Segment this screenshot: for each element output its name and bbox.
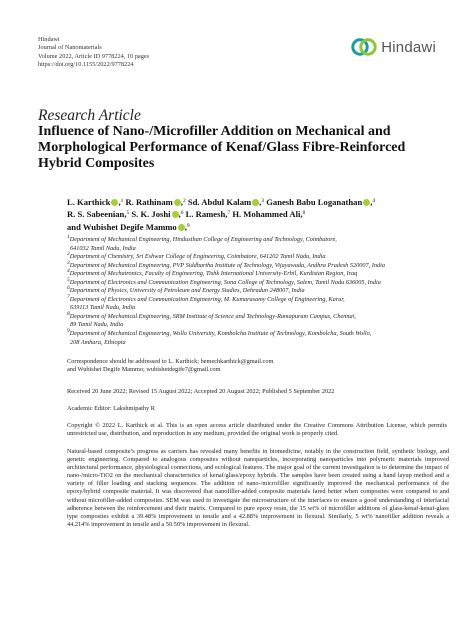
orcid-icon[interactable] xyxy=(111,199,118,206)
affiliation-text: Department of Chemistry, Sri Eshwar College of Engineering, Coimbatore, 641202 Tamil Nadu, India xyxy=(69,253,326,261)
affiliation-line xyxy=(67,293,447,305)
affiliation-line xyxy=(67,236,447,245)
affiliation-text: Department of Mechanical Engineering, SRM Institute of Science and Technology-Ramapuram Campus, Chennai, xyxy=(69,312,356,320)
affiliation-text: 89 Tamil Nadu, India xyxy=(70,321,124,329)
affiliation-text: 639113 Tamil Nadu, India xyxy=(70,304,136,312)
author-affiliation-marker: 5 xyxy=(126,210,130,217)
orcid-icon[interactable] xyxy=(174,199,181,206)
journal-header xyxy=(38,36,149,69)
affiliation-number: 5 xyxy=(67,276,70,283)
affiliation-line xyxy=(67,253,447,262)
volume-line: Volume 2022, Article ID 9778224, 10 pages xyxy=(38,52,150,60)
author-affiliation-marker: 8 xyxy=(302,210,306,217)
article-dates: Received 20 June 2022; Revised 15 August 2022; Accepted 20 August 2022; Published 5 September 2022 xyxy=(67,388,335,395)
correspondence xyxy=(67,358,447,375)
author-name: R. Rathinam xyxy=(125,197,173,207)
correspondence-line: and Wubishet Degife Mammo; wubishetdegife7@gmail.com xyxy=(67,366,221,374)
author-name: H. Mohammed Ali xyxy=(232,209,301,220)
article-title: Influence of Nano-/Microfiller Addition on Mechanical and Morphological Performance of Kenaf/Glass Fibre-Reinforced Hybrid Composites xyxy=(38,124,406,171)
hindawi-logo-icon xyxy=(351,36,377,58)
affiliation-number: 4 xyxy=(67,268,70,275)
author-name: L. Ramesh xyxy=(185,209,226,220)
affiliation-number: 7 xyxy=(67,293,70,300)
affiliation-text: 641032 Tamil Nadu, India xyxy=(70,244,136,252)
affiliation-text: Department of Mechanical Engineering, Wollo University, Kombolcha Institute of Technology, Kombolcha, South Wollo, xyxy=(69,330,372,338)
author-name: S. K. Joshi xyxy=(131,209,171,220)
author-name: Ganesh Babu Loganathan xyxy=(266,197,363,207)
affiliation-number: 8 xyxy=(67,310,70,317)
publisher-name: Hindawi xyxy=(38,36,60,43)
author-affiliation-marker: 7 xyxy=(227,210,231,217)
abstract: Natural-based composite’s progress as carriers has revealed many benefits in biomedicine, notably in the construction field, synthetic biology, and genetic engineering. Compared to analogous composites without nanoparticles, incorporating nanoparticles into polymeric materials improved architectural performance, physiological connections, and ecological features. The major goal of the current investigation is to determine the impact of nano-/micro-TiO2 on the mechanical characteristics of kenaf/glass/epoxy hybrids. The samples have been created using a hand layup method and a variety of filler loading and stacking sequences. The addition of nano-/microfiller significantly improved the mechanical performance of the epoxy/hybrid composite material. It was discovered that nanofiller-added composite materials fared better when composites were compared to and without microfiller-added composites. SEM was used to investigate the microstructure of the interfaces to ensure a good understanding of interfacial adherence between the reinforcement and their matrix. Compared to pure epoxy resin, the 15 wt% of microfiller additions of glass-kenaf-kenaf-glass type composites exhibit a 39.48% improvement in tensile and a 42.88% improvement in flexural. Similarly, 5 wt% nanofiller addition reveals a 44.214% improvement in tensile and a 50.50% improvement in flexural. xyxy=(67,448,449,528)
author-affiliation-marker: 9 xyxy=(186,222,190,229)
orcid-icon[interactable] xyxy=(252,199,259,206)
affiliation-line xyxy=(67,270,447,279)
affiliation-text: 208 Amhara, Ethiopia xyxy=(70,338,126,346)
author-affiliation-marker: 1 xyxy=(120,198,124,204)
correspondence-line: Correspondence should be addressed to L. Karthick; bemechkarthick@gmail.com xyxy=(67,358,274,365)
affiliation-line xyxy=(67,259,447,271)
author-name: Sd. Abdul Kalam xyxy=(187,197,252,207)
affiliation-line xyxy=(67,339,447,348)
orcid-icon[interactable] xyxy=(178,224,185,231)
article-type: Research Article xyxy=(38,107,141,124)
affiliation-number: 6 xyxy=(67,285,70,292)
affiliation-text: Department of Mechanical Engineering, Hindusthan College of Engineering and Technology, Coimbatore, xyxy=(69,236,337,243)
affiliation-line xyxy=(67,304,447,313)
affiliation-line xyxy=(67,287,447,296)
affiliation-line xyxy=(67,245,447,254)
copyright-notice: Copyright © 2022 L. Karthick et al. This is an open access article distributed under the Creative Commons Attribution License, which permits unrestricted use, distribution, and reproduction in any medium, provided the original work is properly cited. xyxy=(67,422,447,438)
affiliation-number: 1 xyxy=(67,234,70,240)
affiliation-text: Department of Electronics and Communication Engineering, M. Kumarasamy College of Engineering, Karur, xyxy=(69,295,345,303)
author-name: and Wubishet Degife Mammo xyxy=(67,221,177,232)
affiliation-text: Department of Electronics and Communication Engineering, Sona College of Technology, Salem, Tamil Nadu 636005, India xyxy=(69,278,381,286)
orcid-icon[interactable] xyxy=(172,211,179,218)
affiliation-line xyxy=(67,330,447,339)
affiliation-text: Department of Mechatronics, Faculty of Engineering, Tishk International University-Erbil, Kurdistan Region, Iraq xyxy=(69,270,358,278)
affiliation-line xyxy=(67,310,447,322)
affiliation-number: 3 xyxy=(67,259,70,266)
journal-name: Journal of Nanomaterials xyxy=(38,44,102,52)
author-affiliation-marker: 3 xyxy=(261,198,265,204)
affiliation-text: Department of Mechanical Engineering, PVP Siddhartha Institute of Technology, Vijayawada, Andhra Pradesh 520007, India xyxy=(69,261,385,269)
author-list: L. Karthick ,$^1$ R. Rathinam ,$^2$ Sd. Abdul Kalam ,$^3$ Ganesh Babu Loganathan ,$^4$ R. S. Sabeenian,$^5$ S. K. Joshi ,$^6$ L. Ramesh,$^7$ H. Mohammed Ali,$^8$ and Wubishet Degife Mammo ,$^9$ xyxy=(67,197,376,232)
author-name: L. Karthick xyxy=(67,197,111,207)
affiliation-line xyxy=(67,321,447,330)
author-affiliation-marker: 2 xyxy=(182,198,186,204)
affiliation-number: 9 xyxy=(67,328,70,335)
affiliation-line xyxy=(67,276,447,288)
author-affiliation-marker: 6 xyxy=(180,210,184,217)
affiliation-number: 2 xyxy=(67,251,70,258)
author-affiliation-marker: 4 xyxy=(372,198,376,204)
hindawi-logo-text: Hindawi xyxy=(381,38,436,56)
doi-link[interactable]: https://doi.org/10.1155/2022/9778224 xyxy=(38,60,134,68)
orcid-icon[interactable] xyxy=(363,199,370,206)
affiliation-text: Department of Physics, University of Petroleum and Energy Studies, Dehradun 248007, India xyxy=(69,287,305,295)
hindawi-logo[interactable] xyxy=(351,36,436,58)
author-name: R. S. Sabeenian xyxy=(67,209,125,220)
affiliation-list xyxy=(67,236,447,347)
academic-editor: Academic Editor: Lakshmipathy R xyxy=(67,405,155,412)
